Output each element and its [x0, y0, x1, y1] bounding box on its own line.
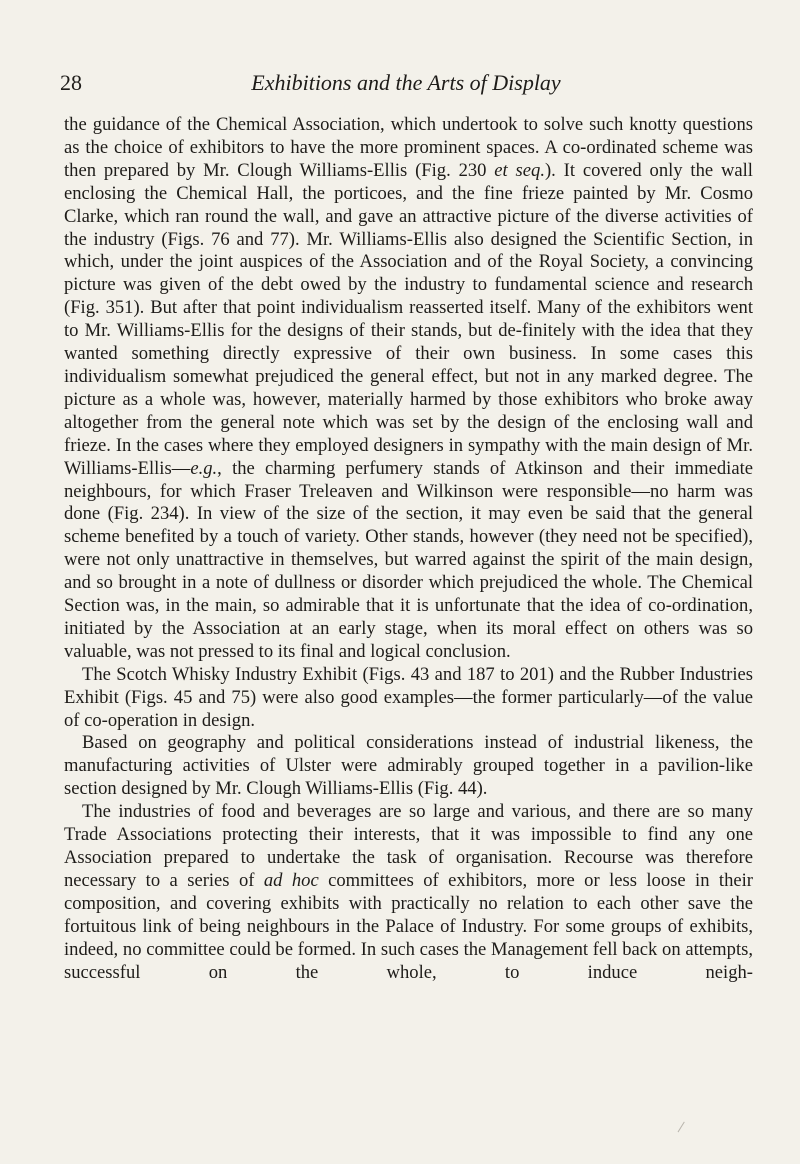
paragraph-food-beverages — [64, 801, 753, 984]
paragraph-scotch-whisky: The Scotch Whisky Industry Exhibit (Figs. 43 and 187 to 201) and the Rubber Industries Exhibit (Figs. 45 and 75) were also good examples—the former particularly—of the value of co-operation in design. — [64, 663, 753, 731]
running-head — [60, 66, 752, 100]
italic-term: ad hoc — [263, 869, 319, 891]
paragraph-ulster: Based on geography and political considerations instead of industrial likeness, the manufacturing activities of Ulster were admirably grouped together in a pavilion-like section designed by Mr. Clough Williams-Ellis (Fig. 44). — [64, 732, 753, 800]
text-segment: committees of exhibitors, more or less loose in their composition, and covering exhibits with practically no relation to each other save the fortuitous link of being neighbours in the Palace of Industry. For some groups of exhibits, indeed, no committee could be formed. In such cases the Management fell back on attempts, successful on the whole, to induce neigh- — [64, 869, 753, 983]
text-segment: the guidance of the Chemical Association, which undertook to solve such knotty questions as the choice of exhibitors to have the more prominent spaces. A co-ordinated scheme was then prepared by Mr. Clough Williams-Ellis (Fig. 230 — [64, 114, 753, 181]
pencil-mark — [678, 1122, 687, 1134]
text-segment: The industries of food and beverages are so large and various, and there are so many Trade Associations protecting their interests, that it was impossible to find any one Association prepared to undertake the task of organisation. Recourse was therefore necessary to a series of — [64, 801, 753, 891]
paragraph-chemical-section — [64, 114, 753, 664]
body-text — [64, 114, 753, 984]
text-segment: , the charming perfumery stands of Atkinson and their immediate neighbours, for which Fraser Treleaven and Wilkinson were responsible—no harm was done (Fig. 234). In view of the size of the section, it may even be said that the general scheme benefited by a touch of variety. Other stands, however (they need not be specified), were not only unattractive in themselves, but warred against the spirit of the main design, and so brought in a note of dullness or disorder which prejudiced the whole. The Chemical Section was, in the main, so admirable that it is unfortunate that the idea of co-ordination, initiated by the Association at an early stage, when its moral effect on others was so valuable, was not pressed to its final and logical conclusion. — [64, 457, 753, 662]
italic-term: e.g. — [190, 457, 218, 479]
italic-term: et seq. — [494, 159, 545, 181]
running-title: Exhibitions and the Arts of Display — [251, 70, 561, 95]
text-segment: ). It covered only the wall enclosing the Chemical Hall, the porticoes, and the fine frieze painted by Mr. Cosmo Clarke, which ran round the wall, and gave an attractive picture of the diverse activities of the industry (Figs. 76 and 77). Mr. Williams-Ellis also designed the Scientific Section, in which, under the joint auspices of the Association and of the Royal Society, a convincing picture was given of the debt owed by the industry to fundamental science and research (Fig. 351). But after that point individualism reasserted itself. Many of the exhibitors went to Mr. Williams-Ellis for the designs of their stands, but de-finitely with the idea that they wanted something directly expressive of their own business. In some cases this individualism somewhat prejudiced the general effect, but not in any marked degree. The picture as a whole was, however, materially harmed by those exhibitors who broke away altogether from the general note which was set by the design of the enclosing wall and frieze. In the cases where they employed designers in sympathy with the main design of Mr. Williams-Ellis— — [64, 159, 753, 479]
page-number: 28 — [60, 70, 82, 95]
